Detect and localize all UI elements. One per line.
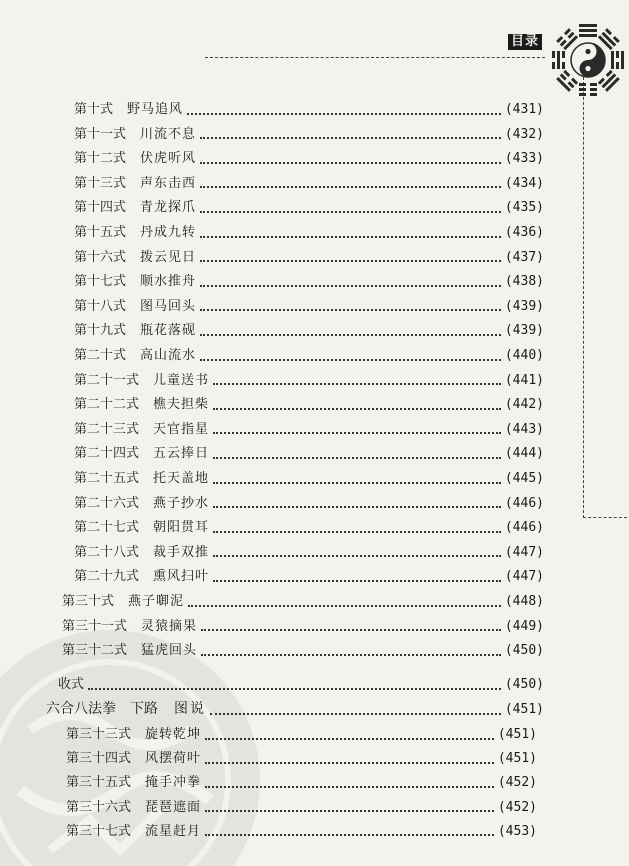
toc-entry-page: (442)	[504, 397, 544, 413]
toc-entry-number: 第二十四式	[74, 446, 140, 462]
dot-leader	[205, 810, 494, 812]
toc-entry	[0, 220, 629, 245]
toc-entry-page: (450)	[504, 643, 544, 659]
dot-leader	[205, 834, 494, 836]
toc-entry-page: (451)	[497, 751, 537, 767]
dot-leader	[213, 408, 501, 410]
dot-leader	[213, 383, 501, 385]
toc-entry-title: 图说	[174, 701, 206, 717]
toc-entry-title: 顺水推舟	[140, 274, 197, 290]
toc-entry-title: 瓶花落砚	[140, 323, 197, 339]
toc-entry-page: (451)	[504, 702, 544, 717]
toc-entry-number: 第三十七式	[66, 823, 132, 839]
toc-entry-page: (447)	[504, 569, 544, 585]
dot-leader	[200, 162, 501, 164]
toc-entry	[0, 491, 629, 516]
dot-leader	[205, 762, 494, 764]
toc-entry-number: 第三十式	[62, 594, 115, 609]
dot-leader	[205, 738, 494, 740]
toc-section-heading	[0, 697, 629, 722]
toc-entry	[0, 540, 629, 565]
toc-entry-number: 第二十七式	[74, 520, 140, 536]
toc-entry-title: 丹成九转	[140, 225, 197, 240]
toc-entry	[0, 441, 629, 466]
toc-entry-page: (435)	[504, 200, 544, 216]
toc-entry-number: 第三十二式	[62, 643, 128, 659]
toc-entry-number: 第十八式	[74, 298, 127, 314]
toc-entry	[0, 819, 629, 844]
toc-entry	[0, 294, 629, 319]
toc-entry-page: (436)	[504, 225, 544, 240]
dot-leader	[213, 555, 501, 557]
toc-entry	[0, 770, 629, 795]
toc-entry-title: 掩手冲拳	[145, 775, 202, 791]
toc-entry	[0, 392, 629, 417]
toc-entry-page: (441)	[504, 372, 544, 388]
toc-entry-number: 第二十八式	[74, 544, 140, 560]
toc-entry-title: 燕子抄水	[153, 495, 210, 511]
toc-entry-title: 高山流水	[140, 348, 197, 363]
toc-entry-page: (437)	[504, 249, 544, 265]
toc-entry-number: 第二十六式	[74, 495, 140, 511]
toc-entry	[0, 343, 629, 368]
toc-entry-title: 川流不息	[140, 126, 197, 142]
toc-entry-page: (443)	[504, 421, 544, 437]
dot-leader	[200, 285, 501, 287]
toc-entry-number: 第三十五式	[66, 775, 132, 791]
toc-entry-title: 青龙探爪	[140, 200, 197, 216]
toc-entry-title: 五云捧日	[153, 446, 210, 462]
toc-entry-title: 风摆荷叶	[145, 751, 202, 767]
toc-entry-number: 收式	[58, 677, 85, 692]
toc-entry-page: (440)	[504, 348, 544, 363]
toc-entry-number: 第二十五式	[74, 471, 140, 486]
dot-leader	[88, 688, 501, 690]
toc-entry-title: 猛虎回头	[141, 643, 198, 659]
toc-entry	[0, 171, 629, 196]
toc-entry	[0, 269, 629, 294]
toc-entry-page: (445)	[504, 471, 544, 486]
toc-entry-page: (438)	[504, 274, 544, 290]
toc-entry	[0, 318, 629, 343]
toc-entry-number: 第二十一式	[74, 372, 140, 388]
toc-entry-title: 朝阳贯耳	[153, 520, 210, 536]
toc-entry-page: (439)	[504, 323, 544, 339]
dot-leader	[200, 260, 501, 262]
toc-entry-title: 托天盖地	[153, 471, 210, 486]
toc-entry	[0, 195, 629, 220]
toc-entry-page: (432)	[504, 126, 544, 142]
toc-entry	[0, 515, 629, 540]
toc-entry-number: 第二十二式	[74, 397, 140, 413]
toc-entry-title: 樵夫担柴	[153, 397, 210, 413]
dot-leader	[200, 359, 501, 361]
section-label: 目录	[508, 34, 542, 50]
dot-leader	[213, 432, 501, 434]
dot-leader	[200, 186, 501, 188]
toc-entry-number: 第十式	[74, 102, 114, 117]
toc-entry	[0, 722, 629, 747]
toc-entry-title: 灵猿摘果	[141, 618, 198, 634]
toc-entry-number: 第三十一式	[62, 618, 128, 634]
dot-leader	[187, 113, 501, 115]
toc-entry-title: 儿童送书	[153, 372, 210, 388]
toc-entry-title: 燕子啣泥	[128, 594, 185, 609]
toc-entry-page: (431)	[504, 102, 544, 117]
toc-entry-page: (447)	[504, 544, 544, 560]
toc-entry-title: 流星赶月	[145, 823, 202, 839]
toc-entry	[0, 97, 629, 122]
dot-leader	[213, 482, 501, 484]
toc-entry-number: 第十三式	[74, 175, 127, 191]
dot-leader	[201, 654, 501, 656]
dot-leader	[200, 236, 501, 238]
toc-entry-title: 裁手双推	[153, 544, 210, 560]
toc-entry	[0, 245, 629, 270]
dot-leader	[201, 629, 501, 631]
dot-leader	[213, 506, 501, 508]
toc-entry-number: 第二十三式	[74, 421, 140, 437]
toc-entry-title: 天官指星	[153, 421, 210, 437]
dot-leader	[188, 605, 501, 607]
toc-entry-number: 第二十九式	[74, 569, 140, 585]
toc-entry-page: (439)	[504, 298, 544, 314]
toc-entry-number: 第十四式	[74, 200, 127, 216]
toc-entry-number: 第十九式	[74, 323, 127, 339]
toc-entry	[0, 368, 629, 393]
toc-entry-number: 第十一式	[74, 126, 127, 142]
toc-entry	[0, 589, 629, 614]
toc-entry	[0, 564, 629, 589]
toc-entry-page: (453)	[497, 823, 537, 839]
toc-entry	[0, 638, 629, 663]
toc-entry	[0, 795, 629, 820]
dot-leader	[205, 786, 494, 788]
toc-entry-number: 第十七式	[74, 274, 127, 290]
toc-entry-page: (446)	[504, 520, 544, 536]
toc-entry-number: 第十五式	[74, 225, 127, 240]
toc-entry-page: (448)	[504, 594, 544, 609]
toc-entry	[0, 672, 629, 697]
dot-leader	[200, 211, 501, 213]
toc-entry-title: 拨云见日	[140, 249, 197, 265]
dot-leader	[213, 580, 501, 582]
toc-entry-title: 伏虎听风	[140, 151, 197, 167]
toc-entry-title: 熏风扫叶	[153, 569, 210, 585]
toc-entry-title: 琵琶遮面	[145, 799, 202, 815]
dot-leader	[200, 334, 501, 336]
toc-heading-label: 六合八法拳 下路	[46, 701, 158, 717]
toc-entry	[0, 146, 629, 171]
toc-entry-page: (452)	[497, 775, 537, 791]
toc-entry-number: 第十六式	[74, 249, 127, 265]
toc-entry-title: 旋转乾坤	[145, 727, 202, 742]
toc-entry	[0, 122, 629, 147]
dot-leader	[210, 713, 501, 715]
toc-entry-page: (450)	[504, 677, 544, 692]
toc-entry	[0, 466, 629, 491]
toc-entry-page: (449)	[504, 618, 544, 634]
toc-entry-title: 野马追风	[127, 102, 184, 117]
dot-leader	[213, 531, 501, 533]
toc-entry-number: 第十二式	[74, 151, 127, 167]
toc-entry-number: 第三十三式	[66, 727, 132, 742]
toc-entry-number: 第二十式	[74, 348, 127, 363]
dot-leader	[213, 457, 501, 459]
toc-entry	[0, 746, 629, 771]
toc-entry-number: 第三十六式	[66, 799, 132, 815]
toc-entry-page: (434)	[504, 175, 544, 191]
toc-entry	[0, 614, 629, 639]
toc-entry-page: (446)	[504, 495, 544, 511]
toc-entry-number: 第三十四式	[66, 751, 132, 767]
toc-entry-page: (452)	[497, 799, 537, 815]
dot-leader	[200, 309, 501, 311]
toc-entry-page: (444)	[504, 446, 544, 462]
toc-entry	[0, 417, 629, 442]
toc-entry-title: 图马回头	[140, 298, 197, 314]
toc-entry-title: 声东击西	[140, 175, 197, 191]
toc-entry-page: (433)	[504, 151, 544, 167]
toc-entry-page: (451)	[497, 727, 537, 742]
dot-leader	[200, 137, 501, 139]
